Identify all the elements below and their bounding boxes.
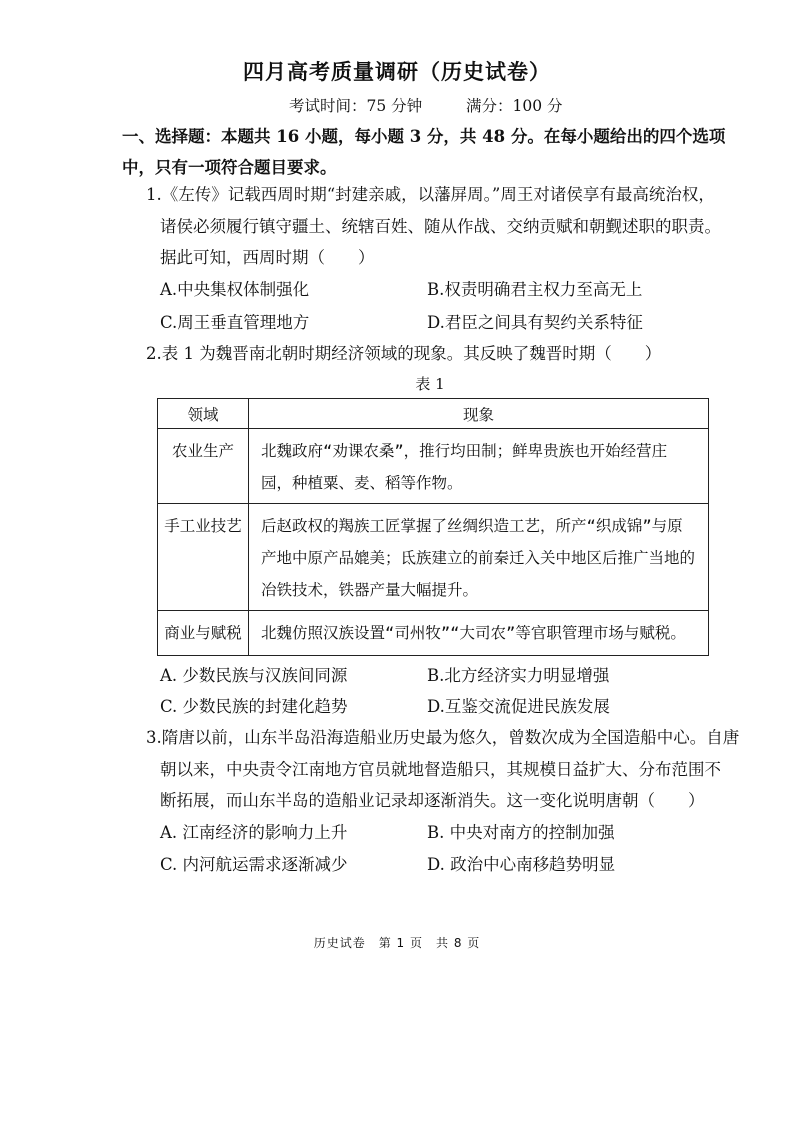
q1-option-b[interactable]: B.权责明确君主权力至高无上 (427, 280, 643, 299)
q1-stem-line-2: 诸侯必须履行镇守疆土、统辖百姓、随从作战、交纳贡赋和朝觐述职的职责。 (160, 217, 721, 236)
q3-option-b[interactable]: B. 中央对南方的控制加强 (427, 823, 615, 842)
q3-option-d[interactable]: D. 政治中心南移趋势明显 (427, 855, 616, 874)
section-header: 一、选择题：本题共 16 小题，每小题 3 分，共 48 分。在每小题给出的四个选项中，只有一项符合题目要求。 (122, 127, 726, 177)
q2-option-a[interactable]: A. 少数民族与汉族间同源 (160, 666, 348, 685)
q1-option-a[interactable]: A.中央集权体制强化 (160, 280, 310, 299)
q3-option-c[interactable]: C. 内河航运需求逐渐减少 (160, 855, 348, 874)
table-cell-phenomenon: 北魏政府“劝课农桑”，推行均田制；鲜卑贵族也开始经营庄园，种植粟、麦、稻等作物。 (249, 429, 709, 504)
table-caption: 表 1 (415, 375, 445, 393)
table-row (158, 429, 709, 504)
q1-stem-line-3: 据此可知，西周时期（ ） (160, 248, 375, 267)
q1-stem-line-1: 1.《左传》记载西周时期“封建亲戚，以藩屏周。”周王对诸侯享有最高统治权， (146, 185, 715, 204)
table-header-phenomenon: 现象 (249, 399, 709, 429)
exam-time: 考试时间：75 分钟 (289, 97, 423, 115)
q3-stem-line-3: 断拓展，而山东半岛的造船业记录却逐渐消失。这一变化说明唐朝（ ） (160, 791, 705, 810)
table-cell-field: 农业生产 (158, 429, 249, 504)
table-header-field: 领域 (158, 399, 249, 429)
table-header-row (158, 399, 709, 429)
phenomena-table (157, 398, 709, 656)
table-cell-field: 手工业技艺 (158, 504, 249, 611)
q2-option-b[interactable]: B.北方经济实力明显增强 (427, 666, 610, 685)
table-cell-phenomenon: 后赵政权的羯族工匠掌握了丝绸织造工艺，所产“织成锦”与原产地中原产品媲美；氐族建立的前秦迁入关中地区后推广当地的冶铁技术，铁器产量大幅提升。 (249, 504, 709, 611)
table-row (158, 611, 709, 656)
q1-option-c[interactable]: C.周王垂直管理地方 (160, 313, 310, 332)
q3-option-a[interactable]: A. 江南经济的影响力上升 (160, 823, 348, 842)
page-footer: 历史试卷 第 1 页 共 8 页 (313, 936, 481, 950)
table-cell-field: 商业与赋税 (158, 611, 249, 656)
q1-option-d[interactable]: D.君臣之间具有契约关系特征 (427, 313, 643, 332)
exam-full-score: 满分：100 分 (466, 97, 563, 115)
q2-option-d[interactable]: D.互鉴交流促进民族发展 (427, 697, 610, 716)
table-row (158, 504, 709, 611)
table-cell-phenomenon: 北魏仿照汉族设置“司州牧”“大司农”等官职管理市场与赋税。 (249, 611, 709, 656)
exam-title: 四月高考质量调研（历史试卷） (243, 59, 551, 84)
q3-stem-line-2: 朝以来，中央责令江南地方官员就地督造船只，其规模日益扩大、分布范围不 (160, 760, 721, 779)
q2-option-c[interactable]: C. 少数民族的封建化趋势 (160, 697, 348, 716)
q2-stem: 2.表 1 为魏晋南北朝时期经济领域的现象。其反映了魏晋时期（ ） (146, 344, 662, 363)
q3-stem-line-1: 3.隋唐以前，山东半岛沿海造船业历史最为悠久，曾数次成为全国造船中心。自唐 (146, 728, 740, 747)
